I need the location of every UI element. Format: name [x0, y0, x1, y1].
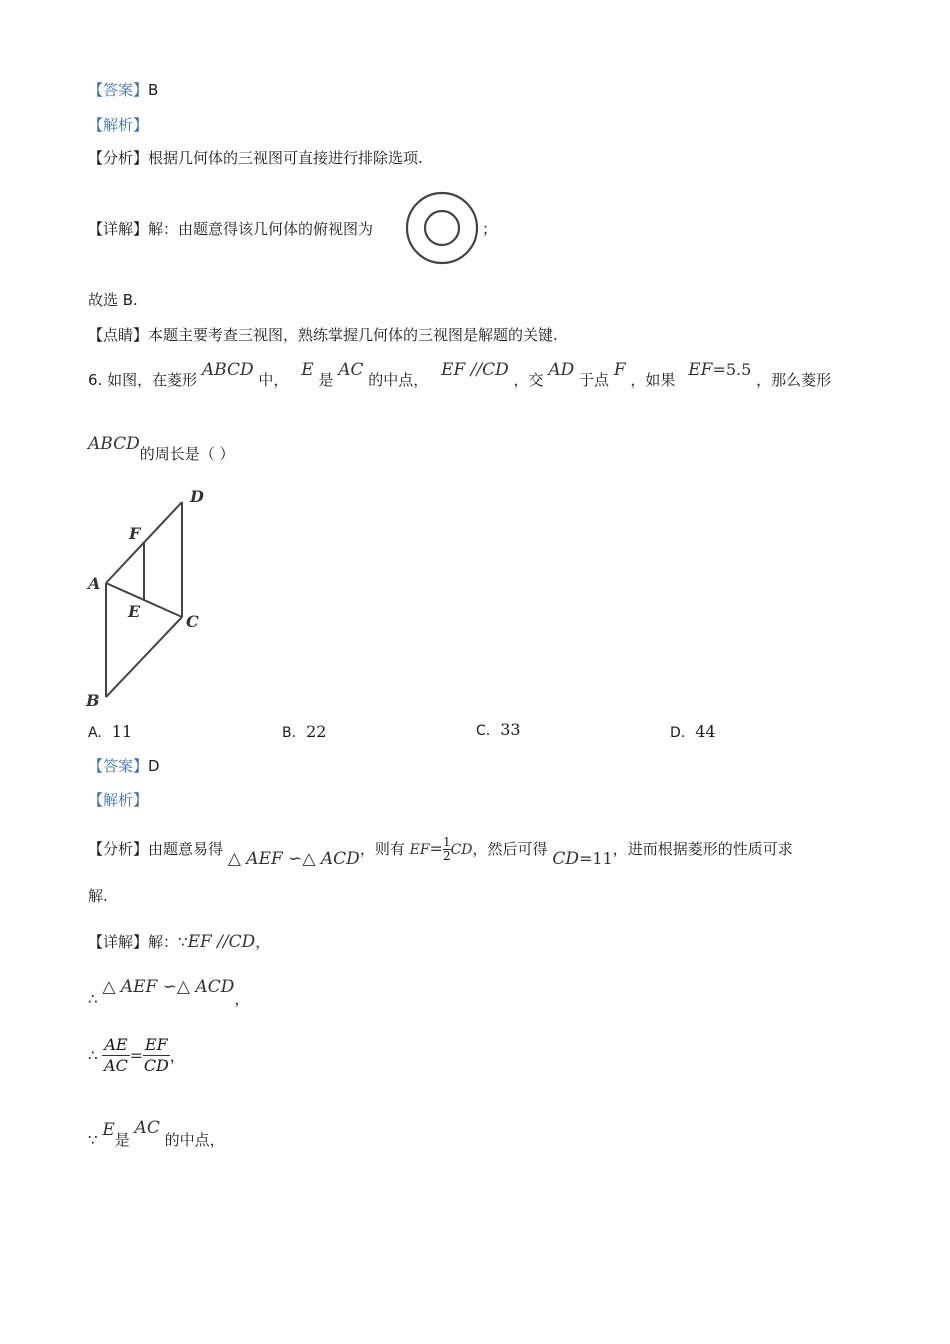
- fraction-ef-cd: [143, 1035, 170, 1076]
- math-e: E: [102, 1120, 115, 1140]
- answer-value: B: [148, 81, 159, 99]
- math-ef-value: =5.5: [712, 360, 752, 379]
- fraction-numerator: 1: [442, 835, 451, 849]
- label-d: D: [190, 487, 204, 506]
- analysis-text: ，进而根据菱形的性质可求: [612, 840, 793, 858]
- analysis-text: ，然后可得: [472, 840, 548, 858]
- fraction-ae-ac: [102, 1035, 129, 1076]
- detail-line: [88, 932, 270, 952]
- step-therefore-similar: [88, 977, 250, 1009]
- math-ef: EF: [409, 842, 430, 858]
- detail-text: 的中点，: [164, 1131, 225, 1149]
- option-a[interactable]: [88, 722, 132, 741]
- math-f: F: [613, 360, 626, 380]
- detail-text: ，: [169, 1047, 185, 1065]
- analysis-tag: 【解析】: [88, 116, 149, 134]
- detail-end: ；: [482, 220, 498, 238]
- math-ef-parallel-cd: EF //CD: [441, 360, 509, 380]
- math-abcd: ABCD: [201, 360, 254, 380]
- analysis-heading: [88, 790, 148, 810]
- option-letter: C.: [476, 723, 491, 739]
- top-view-rings-figure: [404, 190, 480, 266]
- analysis-line: [88, 148, 423, 168]
- step-ratio: [88, 1035, 185, 1076]
- option-c[interactable]: [476, 720, 521, 739]
- label-f: F: [129, 524, 141, 543]
- answer-line: [88, 756, 160, 776]
- option-b[interactable]: [282, 722, 326, 741]
- option-value: 33: [500, 720, 521, 739]
- analysis-tag: 【分析】: [88, 149, 149, 167]
- fraction-numerator: AE: [104, 1035, 128, 1054]
- math-ef-parallel-cd: EF //CD: [187, 932, 256, 952]
- option-value: 22: [306, 722, 327, 741]
- analysis-text: 根据几何体的三视图可直接进行排除选项.: [148, 149, 423, 167]
- detail-text: ，: [234, 990, 250, 1008]
- math-cd: CD: [450, 842, 473, 858]
- math-ac: AC: [134, 1118, 160, 1138]
- math-cd-value: =11: [578, 849, 613, 868]
- step-midpoint: [88, 1118, 225, 1150]
- detail-text: 解：∵: [148, 933, 188, 951]
- fraction-numerator: EF: [144, 1035, 168, 1054]
- detail-text: 是: [114, 1131, 130, 1149]
- stem-text: 中，: [258, 371, 289, 389]
- choice-line: 故选 B.: [88, 291, 138, 309]
- question-6-stem-cont: [88, 434, 235, 464]
- stem-text: ，那么菱形: [756, 371, 832, 389]
- option-letter: B.: [282, 725, 297, 741]
- answer-tag: 【答案】: [88, 81, 149, 99]
- option-letter: A.: [88, 725, 102, 741]
- stem-text: 于点: [579, 371, 610, 389]
- label-b: B: [86, 691, 100, 710]
- detail-text: ，: [255, 933, 271, 951]
- math-similar: △ AEF ∽△ ACD: [227, 849, 360, 869]
- math-abcd: ABCD: [88, 434, 140, 454]
- answer-line: [88, 80, 158, 100]
- fraction-denominator: 2: [442, 849, 451, 863]
- comment-text: 本题主要考查三视图，熟练掌握几何体的三视图是解题的关键.: [148, 326, 558, 344]
- option-letter: D.: [670, 725, 686, 741]
- fraction-denominator: AC: [104, 1056, 128, 1075]
- fraction-denominator: CD: [143, 1056, 169, 1075]
- stem-text: 是: [318, 371, 334, 389]
- detail-text: 解：由题意得该几何体的俯视图为: [148, 220, 374, 238]
- option-value: 11: [111, 722, 133, 741]
- stem-text: 的中点，: [368, 371, 429, 389]
- math-ad: AD: [548, 360, 575, 380]
- analysis-heading: [88, 115, 148, 135]
- answer-value: D: [148, 757, 160, 775]
- fraction-one-half: [443, 836, 451, 863]
- math-equals: =: [429, 839, 443, 858]
- label-e: E: [128, 602, 141, 621]
- question-number: 6. 如图，在菱形: [88, 371, 198, 389]
- therefore-symbol: ∴: [88, 990, 98, 1008]
- comment-tag: 【点睛】: [88, 326, 149, 344]
- option-value: 44: [695, 722, 716, 741]
- option-d[interactable]: [670, 722, 716, 741]
- stem-text: ，交: [513, 371, 544, 389]
- analysis-line-cont: 解.: [88, 887, 108, 905]
- math-equals: =: [129, 1046, 143, 1065]
- analysis-text: ，则有: [359, 840, 405, 858]
- analysis-text: 由题意易得: [148, 840, 224, 858]
- label-a: A: [88, 574, 101, 593]
- stem-text: ，如果: [630, 371, 676, 389]
- comment-line: [88, 325, 558, 345]
- answer-tag: 【答案】: [88, 757, 149, 775]
- math-ac: AC: [338, 360, 364, 380]
- math-e: E: [301, 360, 314, 380]
- math-similar: △ AEF ∽△ ACD: [102, 977, 235, 997]
- math-ef: EF: [688, 360, 713, 380]
- label-c: C: [186, 612, 199, 631]
- rhombus-figure: [80, 482, 220, 714]
- detail-line: [88, 219, 373, 239]
- therefore-symbol: ∴: [88, 1046, 98, 1065]
- analysis-line: [88, 835, 793, 869]
- question-6-stem: [88, 360, 832, 390]
- detail-tag: 【详解】: [88, 220, 149, 238]
- detail-tag: 【详解】: [88, 933, 149, 951]
- analysis-tag: 【分析】: [88, 840, 149, 858]
- because-symbol: ∵: [88, 1131, 98, 1149]
- analysis-tag: 【解析】: [88, 791, 149, 809]
- stem-text: 的周长是（ ）: [139, 445, 235, 463]
- math-cd: CD: [552, 849, 579, 869]
